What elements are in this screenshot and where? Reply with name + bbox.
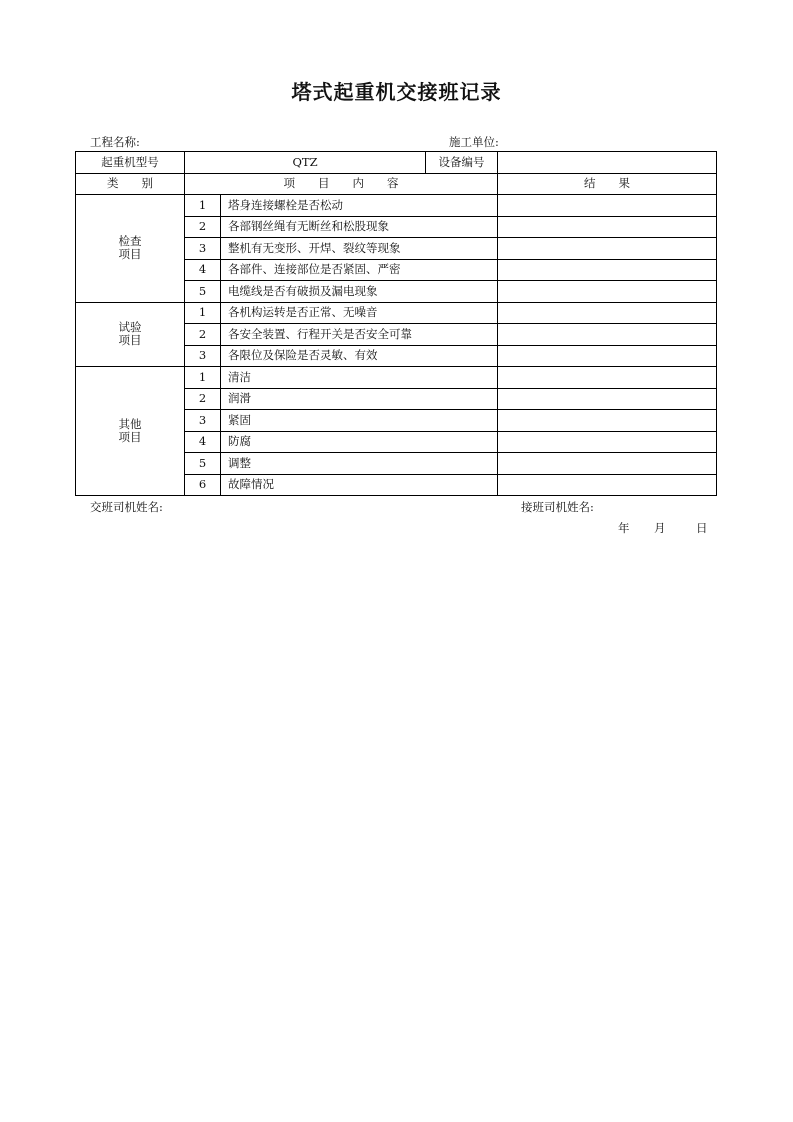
project-name-label: 工程名称: xyxy=(90,135,140,149)
table-row xyxy=(76,195,717,217)
category-other xyxy=(76,367,185,496)
category-test xyxy=(76,302,185,367)
item-number: 3 xyxy=(185,410,221,432)
date-month-label: 月 xyxy=(654,521,666,535)
item-content: 故障情况 xyxy=(221,474,498,496)
crane-info-row xyxy=(76,152,717,174)
category-line: 项目 xyxy=(118,333,142,348)
item-number: 6 xyxy=(185,474,221,496)
item-number: 5 xyxy=(185,453,221,475)
item-number: 5 xyxy=(185,281,221,303)
item-result[interactable] xyxy=(498,474,717,496)
item-content: 各部件、连接部位是否紧固、严密 xyxy=(221,259,498,281)
result-header: 结 果 xyxy=(498,173,717,195)
item-content: 各安全装置、行程开关是否安全可靠 xyxy=(221,324,498,346)
item-number: 4 xyxy=(185,259,221,281)
page-title: 塔式起重机交接班记录 xyxy=(291,80,502,104)
item-result[interactable] xyxy=(498,410,717,432)
item-result[interactable] xyxy=(498,431,717,453)
item-content: 整机有无变形、开焊、裂纹等现象 xyxy=(221,238,498,260)
item-number: 3 xyxy=(185,238,221,260)
item-result[interactable] xyxy=(498,367,717,389)
item-content: 各限位及保险是否灵敏、有效 xyxy=(221,345,498,367)
table-row xyxy=(76,367,717,389)
crane-model-value[interactable]: QTZ xyxy=(185,152,426,174)
handover-record-table xyxy=(75,151,717,496)
construction-unit-label: 施工单位: xyxy=(449,135,499,149)
item-result[interactable] xyxy=(498,324,717,346)
category-line: 检查 xyxy=(118,234,142,249)
category-line: 项目 xyxy=(118,247,142,262)
takeover-driver-label: 接班司机姓名: xyxy=(521,500,594,514)
item-number: 3 xyxy=(185,345,221,367)
category-inspection xyxy=(76,195,185,303)
device-number-label: 设备编号 xyxy=(426,152,498,174)
item-content: 各部钢丝绳有无断丝和松股现象 xyxy=(221,216,498,238)
crane-model-label: 起重机型号 xyxy=(76,152,185,174)
item-number: 1 xyxy=(185,367,221,389)
category-line: 其他 xyxy=(118,416,142,431)
item-content: 各机构运转是否正常、无噪音 xyxy=(221,302,498,324)
item-content: 紧固 xyxy=(221,410,498,432)
handover-driver-label: 交班司机姓名: xyxy=(90,500,163,514)
category-line: 项目 xyxy=(118,430,142,444)
item-result[interactable] xyxy=(498,195,717,217)
item-content: 清洁 xyxy=(221,367,498,389)
item-result[interactable] xyxy=(498,259,717,281)
category-header: 类 别 xyxy=(76,173,185,195)
column-header-row xyxy=(76,173,717,195)
content-header: 项 目 内 容 xyxy=(185,173,498,195)
device-number-value[interactable] xyxy=(498,152,717,174)
category-line: 试验 xyxy=(118,320,142,335)
item-number: 2 xyxy=(185,388,221,410)
item-number: 1 xyxy=(185,302,221,324)
item-number: 4 xyxy=(185,431,221,453)
item-number: 1 xyxy=(185,195,221,217)
item-content: 电缆线是否有破损及漏电现象 xyxy=(221,281,498,303)
item-content: 塔身连接螺栓是否松动 xyxy=(221,195,498,217)
table-row xyxy=(76,302,717,324)
item-result[interactable] xyxy=(498,281,717,303)
item-result[interactable] xyxy=(498,216,717,238)
item-result[interactable] xyxy=(498,238,717,260)
item-content: 防腐 xyxy=(221,431,498,453)
item-number: 2 xyxy=(185,324,221,346)
item-content: 润滑 xyxy=(221,388,498,410)
item-result[interactable] xyxy=(498,388,717,410)
item-result[interactable] xyxy=(498,302,717,324)
date-year-label: 年 xyxy=(618,521,630,535)
item-content: 调整 xyxy=(221,453,498,475)
item-result[interactable] xyxy=(498,345,717,367)
date-day-label: 日 xyxy=(696,521,708,535)
item-number: 2 xyxy=(185,216,221,238)
item-result[interactable] xyxy=(498,453,717,475)
